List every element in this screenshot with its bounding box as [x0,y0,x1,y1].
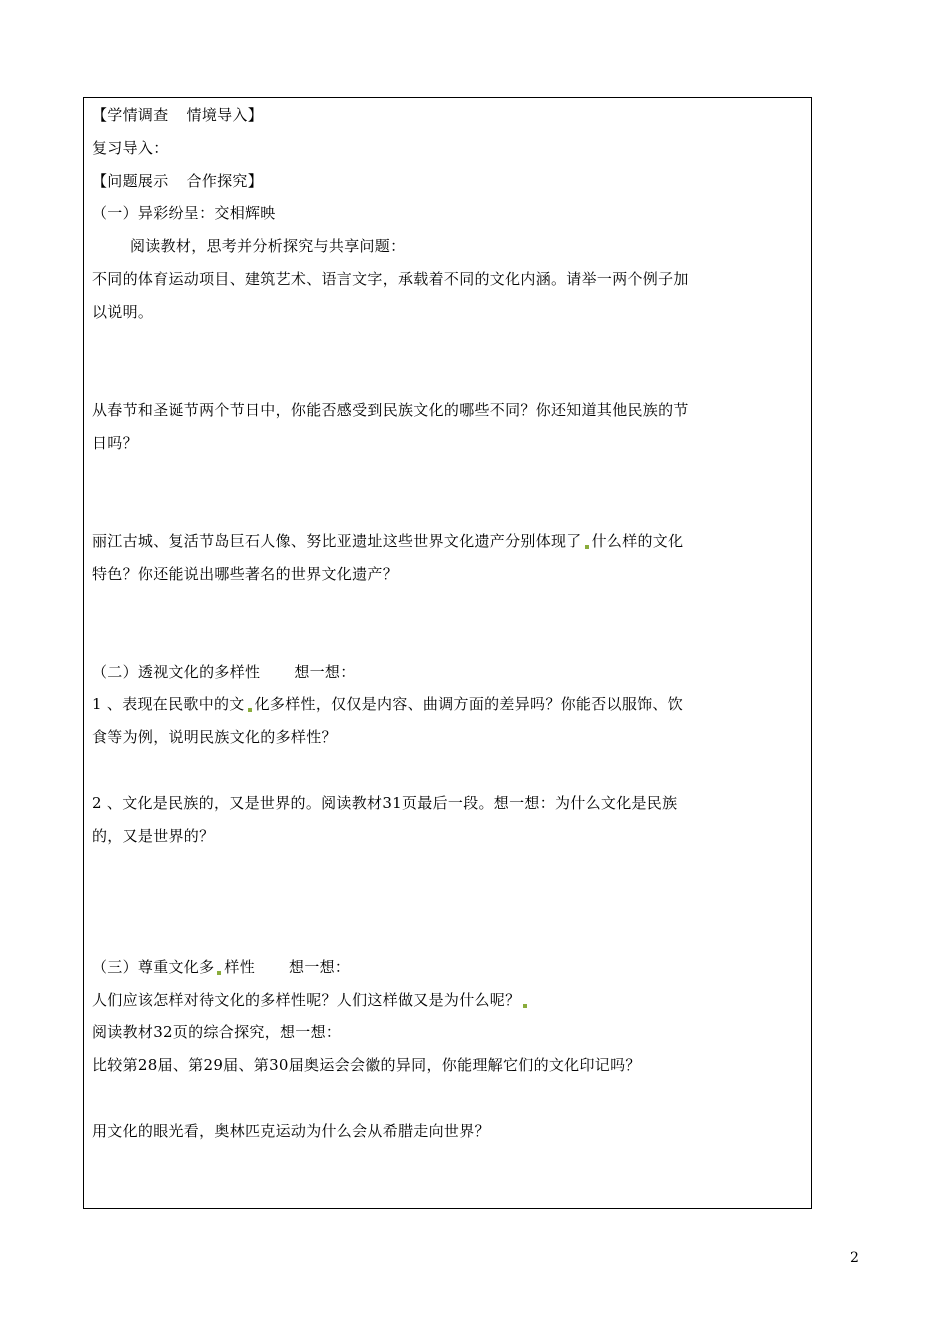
section1-intro: 阅读教材，思考并分析探究与共享问题： [130,237,406,255]
question-text: 从春节和圣诞节两个节日中，你能否感受到民族文化的哪些不同？你还知道其他民族的节 [92,401,689,419]
section-header: 【学情调查 情境导入】 [92,106,264,124]
section1-title: （一）异彩纷呈：交相辉映 [92,204,276,222]
section3-title: （三）尊重文化多 样性 想一想： [92,958,351,976]
question-text: 用文化的眼光看，奥林匹克运动为什么会从希腊走向世界？ [92,1122,490,1140]
section2-title: （二）透视文化的多样性 想一想： [92,663,356,681]
review-label: 复习导入： [92,139,169,157]
question-text: 特色？你还能说出哪些著名的世界文化遗产？ [92,565,399,583]
question-text: 食等为例，说明民族文化的多样性？ [92,728,337,746]
instruction-text: 阅读教材32页的综合探究，想一想： [92,1023,342,1041]
question-text: 人们应该怎样对待文化的多样性呢？人们这样做又是为什么呢？ [92,990,530,1010]
question-text: 2 、文化是民族的，又是世界的。阅读教材31页最后一段。想一想：为什么文化是民族 [92,794,678,812]
question-text: 1 、表现在民歌中的文 化多样性，仅仅是内容、曲调方面的差异吗？你能否以服饰、饮 [92,695,684,713]
marker-dot [217,971,221,975]
content-frame [83,97,812,1209]
marker-dot [523,1004,527,1008]
explore-header: 【问题展示 合作探究】 [92,172,264,190]
question-text: 以说明。 [92,303,154,321]
question-text: 日吗？ [92,434,138,452]
marker-dot [248,708,252,712]
question-text: 比较第28届、第29届、第30届奥运会会徽的异同，你能理解它们的文化印记吗？ [92,1056,641,1074]
marker-dot [585,545,589,549]
page-number: 2 [850,1250,859,1266]
question-text: 不同的体育运动项目、建筑艺术、语言文字，承载着不同的文化内涵。请举一两个例子加 [92,270,689,288]
question-text: 的，又是世界的？ [92,827,215,845]
question-text: 丽江古城、复活节岛巨石人像、努比亚遗址这些世界文化遗产分别体现了 什么样的文化 [92,532,684,550]
